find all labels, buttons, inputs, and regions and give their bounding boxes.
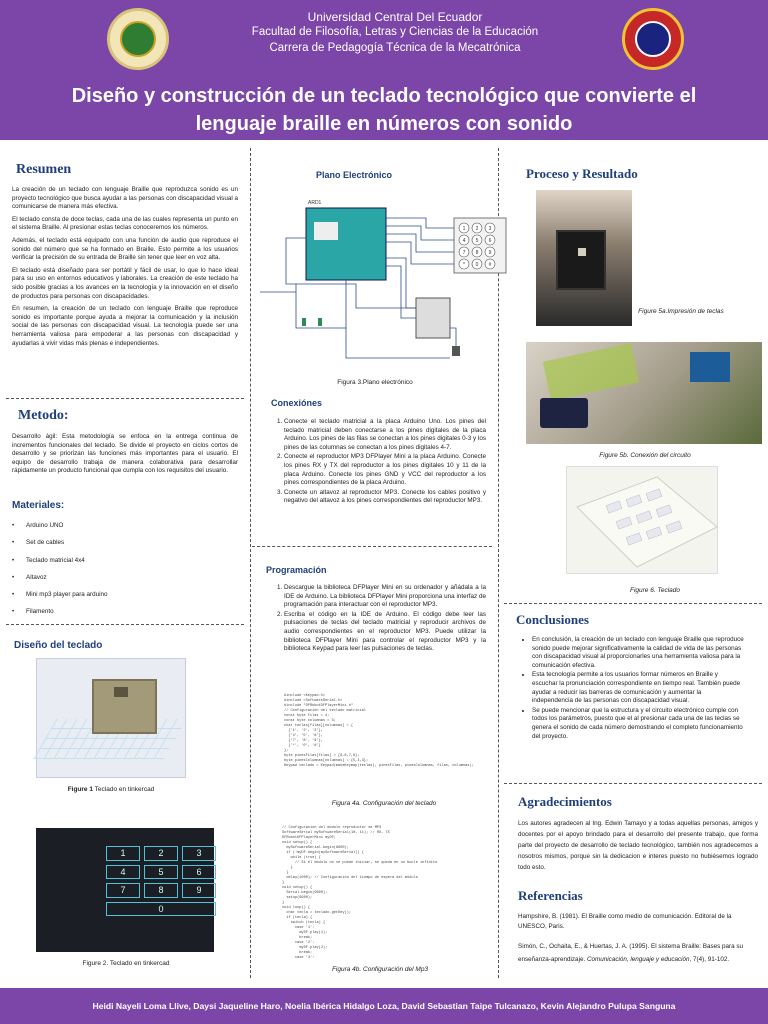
career-name: Carrera de Pedagogía Técnica de la Mecatrónica	[269, 42, 521, 54]
keyboard-render-svg	[567, 467, 719, 575]
code-line: // Si el módulo no se puede iniciar, se queda en un bucle infinito	[282, 861, 438, 865]
arduino-photo	[690, 352, 730, 382]
keypad-key: 3	[182, 846, 216, 861]
code-line: }	[282, 901, 285, 905]
code-line: #include <Keypad.h>	[284, 694, 325, 698]
code-line: delay(1000); // Configuración del tiempo de espera del módulo	[282, 876, 418, 880]
schematic-key: 9	[488, 250, 492, 256]
code-line: char teclas[filas][columnas] = {	[284, 724, 354, 728]
programacion-heading: Programación	[266, 565, 327, 575]
resumen-paragraph: En resumen, la creación de un teclado con lenguaje Braille que reproduce sonido es importante porque ayuda a mejorar la comunicación y la inclusión social de las personas con discapacidad visual. La tecnología puede ser una herramienta valiosa para empoderar a las personas con discapacidad y ayudarlas a vivir vidas más plenas e independientes.	[12, 305, 238, 347]
code-line: DFRobotDFPlayerMini myDF;	[282, 836, 336, 840]
keypad-key: 8	[144, 883, 178, 898]
list-item: • Teclado matricial 4x4	[12, 557, 212, 574]
list-item: • Mini mp3 player para arduino	[12, 591, 212, 608]
list-item: 3. Conecte un altavoz al reproductor MP3. Conecte los cables positivo y negativo del altavoz a los pines correspondientes del reproductor MP3.	[284, 489, 486, 506]
printing-photo	[536, 190, 632, 326]
figure-1-label: Figure 1	[67, 786, 93, 793]
tinkercad-keypad-figure	[36, 828, 214, 952]
list-item: • Se puede mencionar que la estructura y el circuito electrónico cumple con todos los parámetros, puesto que el al presionar cada una de las teclas se genera el sonido de cada número demostrando el completo funcionamiento del proyecto.	[532, 707, 744, 741]
title-line-1: Diseño y construcción de un teclado tecnológico que convierte el	[71, 85, 697, 107]
code-line: {'7', '8', '9'},	[284, 739, 323, 743]
schematic-key: #	[488, 262, 492, 268]
reference-text: Simón, C., Ochaita, E., & Huertas, J. A. (1995). El sistema Braille: Bases para su enseñanza-aprendizaje.	[518, 943, 744, 963]
keypad-key: 6	[182, 865, 216, 880]
code-line: {'*', '0', '#'}	[284, 744, 321, 748]
conclusiones-list	[522, 636, 744, 742]
plano-heading: Plano Electrónico	[316, 170, 393, 180]
keypad-key: 4	[106, 865, 140, 880]
resumen-paragraph: La creación de un teclado con lenguaje Braille que reproduzca sonido es un proyecto tecnológico que busca ayudar a las personas con discapacidad visual a comunicarse de manera más efectiva.	[12, 186, 238, 211]
list-item: 1. Conecte el teclado matricial a la placa Arduino Uno. Los pines del teclado matricial deben conectarse a los pines digitales de la placa Arduino. Los pines de las filas se conectan a los pines digitales 0-3 y los pines de las columnas se conectan a los pines digitales 4-7.	[284, 418, 486, 452]
keypad-key: 1	[106, 846, 140, 861]
arduino-label: ARD1	[308, 200, 322, 206]
figure-1-text: Teclado en tinkercad	[92, 786, 155, 793]
membrane-keypad	[540, 398, 588, 428]
code-figure-keypad	[280, 690, 488, 784]
code-line: case '3':	[282, 956, 315, 960]
resumen-paragraph: El teclado consta de doce teclas, cada una de las cuales representa un punto en el sistema Braille. Al presionar estas teclas conoceremos los números.	[12, 215, 238, 232]
referencias-heading: Referencias	[518, 888, 583, 903]
poster-header	[0, 0, 768, 140]
green-plate	[543, 343, 639, 401]
reference-text: Hampshire, B. (1981). El Braille como medio de comunicación. Editoral de la UNESCO, Paris.	[518, 913, 732, 930]
figure-1-caption	[36, 786, 186, 793]
section-divider	[6, 398, 244, 399]
list-item: 2. Conecte el reproductor MP3 DFPlayer Mini a la placa Arduino. Conecte los pines RX y TX del reproductor a los pines digitales 10 y 11 de la placa Arduino. Conecte los pines GND y VCC del reproductor a los pines correspondientes de la placa Arduino.	[284, 453, 486, 487]
figure-6-caption: Figure 6. Teclado	[630, 587, 680, 594]
faculty-name: Facultad de Filosofía, Letras y Ciencias de la Educación	[251, 26, 539, 38]
list-item: • En conclusión, la creación de un teclado con lenguaje Braille que reproduce sonido puede mejorar significativamente la calidad de vida de las personas con discapacidad visual al proporcionarles una herramienta valiosa para la comunicación efectiva.	[532, 636, 744, 670]
materiales-heading: Materiales:	[12, 500, 65, 511]
list-item: • Set de cables	[12, 539, 212, 556]
schematic-key: 3	[488, 226, 492, 232]
schematic-key: *	[463, 262, 465, 268]
code-line: // Configuración del módulo reproductor de MP3	[282, 826, 382, 830]
diseno-heading: Diseño del teclado	[14, 640, 103, 651]
code-line: {'1', '2', '3'},	[284, 729, 323, 733]
keyboard-case-model	[92, 679, 157, 734]
code-line: while (true) {	[282, 856, 321, 860]
code-line: char tecla = teclado.getKey();	[282, 911, 352, 915]
list-item: 1. Descargue la biblioteca DFPlayer Mini en su ordenador y añádala a la IDE de Arduino. La biblioteca DFPlayer Mini proporciona una interfaz de programación para interactuar con el reproductor MP3.	[284, 584, 486, 610]
code-line: break;	[282, 936, 313, 940]
keyboard-base	[577, 477, 717, 567]
code-line: setup(9600);	[282, 896, 313, 900]
keypad-grid	[106, 846, 216, 916]
speaker-component	[452, 346, 460, 356]
section-divider	[252, 546, 492, 547]
code-line: if (!myDF.begin(mySoftwareSerial)) {	[282, 851, 364, 855]
code-line: const byte columnas = 3;	[284, 719, 336, 723]
list-item: 2. Escriba el código en la IDE de Arduino. El código debe leer las pulsaciones de teclas del teclado matricial y reproducir archivos de audio correspondientes en el reproductor MP3. Puede utilizar la biblioteca DFPlayer Mini para controlar el reproductor MP3 y la biblioteca Keypad para leer las pulsaciones de teclas.	[284, 611, 486, 654]
code-line: #include "DFRobotDFPlayerMini.h"	[284, 704, 354, 708]
column-divider	[250, 148, 251, 978]
agradecimientos-body: Los autores agradecen al Ing. Edwin Tamayo y a todas aquellas personas, amigos y docentes por el apoyo brindado para el desarrollo del presente trabajo, que forma parte del proyecto de desarrollo de teclado tecnológico, también nos agradecemos a nosotros mismos, porque sin la dedicacion e interes puesto no hubiésemos logrado todo esto.	[518, 820, 758, 871]
authors-footer: Heidi Nayeli Loma Llive, Daysi Jaqueline Haro, Noelia Ibérica Hidalgo Loza, David Sebastian Taipe Tulcanazo, Kevin Alejandro Pulupa Sanguna	[0, 988, 768, 1024]
code-line: };	[284, 749, 289, 753]
reference-text: , 7(4), 91-102.	[689, 956, 730, 963]
code-line: mySoftwareSerial.begin(9600);	[282, 846, 349, 850]
section-divider	[504, 603, 762, 604]
figure-5b-caption: Figure 5b. Conexión del circuito	[599, 452, 691, 459]
code-line: void setup() {	[282, 886, 313, 890]
code-line: SoftwareSerial mySoftwareSerial(10, 11); // RX, TX	[282, 831, 390, 835]
list-item: • Filamento	[12, 608, 212, 625]
university-name: Universidad Central Del Ecuador	[307, 10, 483, 24]
code-line: Keypad teclado = Keypad(makeKeymap(teclas), pinesFilas, pinesColumnas, filas, columnas);	[284, 764, 474, 768]
printer-frame	[556, 230, 606, 290]
electronic-schematic-figure	[256, 188, 490, 374]
conclusiones-heading: Conclusiones	[516, 612, 589, 627]
keypad-key: 9	[182, 883, 216, 898]
schematic-key: 7	[462, 250, 466, 256]
conexiones-list	[272, 418, 486, 507]
materiales-list	[12, 522, 212, 626]
resumen-body	[12, 186, 238, 352]
code-line: }	[282, 866, 293, 870]
figure-5a-caption: Figure 5a.Impresión de teclas	[638, 308, 724, 315]
schematic-key: 0	[475, 262, 479, 268]
reference-journal: Comunicación, lenguaje y educación	[586, 956, 690, 963]
university-logo	[107, 8, 169, 70]
schematic-key: 6	[488, 238, 492, 244]
code-line: myDF.play(2);	[282, 946, 328, 950]
keypad-key: 0	[106, 902, 216, 917]
figure-4b-caption: Figura 4b. Configuración del Mp3	[331, 966, 429, 973]
keyboard-render	[566, 466, 718, 574]
resumen-paragraph: Además, el teclado está equipado con una función de audio que reproduce el sonido del número que se ha formado en Braille. Esto permite a los usuarios verificar la precisión de su entrada de Braille sin tener que leer en voz alta.	[12, 236, 238, 262]
code-line: void loop() {	[282, 906, 311, 910]
printed-part	[578, 248, 586, 256]
resumen-heading: Resumen	[16, 162, 72, 177]
arduino-board	[306, 208, 386, 280]
keypad-key: 5	[144, 865, 178, 880]
figure-4a-caption: Figura 4a. Configuración del teclado	[331, 800, 437, 807]
list-item: • Altavoz	[12, 574, 212, 591]
tinkercad-3d-figure	[36, 658, 186, 778]
code-line: byte pinesColumnas[columnas] = {5,4,3};	[284, 759, 369, 763]
schematic-svg	[256, 188, 490, 374]
mp3-module	[416, 298, 450, 338]
circuit-photo	[526, 342, 762, 444]
schematic-key: 4	[462, 238, 466, 244]
code-line: byte pinesFilas[filas] = {9,8,7,6};	[284, 754, 360, 758]
agradecimientos-heading: Agradecimientos	[518, 794, 612, 809]
section-divider	[504, 783, 762, 784]
code-figure-mp3	[278, 822, 438, 962]
metodo-heading: Metodo:	[18, 408, 69, 423]
conexiones-heading: Conexiónes	[271, 398, 323, 408]
keypad-key: 7	[106, 883, 140, 898]
title-line-2: lenguaje braille en números con sonido	[195, 113, 573, 135]
reference-1	[518, 912, 758, 932]
figure-3-caption: Figura 3.Plano electrónico	[337, 379, 413, 386]
code-line: }	[282, 871, 289, 875]
proceso-heading: Proceso y Resultado	[526, 166, 638, 181]
figure-2-caption: Figure 2. Teclado en tinkercad	[82, 960, 170, 967]
programacion-list	[272, 584, 486, 655]
code-line: break;	[282, 951, 313, 955]
resumen-paragraph: El teclado está diseñado para ser portátil y fácil de usar, lo que lo hace ideal para su uso en entornos educativos y laborales. La creación de este teclado ha sido posible gracias a los avances en la tecnología y la innovación en el diseño de productos para personas con discapacidades.	[12, 266, 238, 300]
code-line: switch (tecla) {	[282, 921, 326, 925]
code-line: Serial.begin(9600);	[282, 891, 328, 895]
code-line: case '1':	[282, 926, 315, 930]
code-line: #include <SoftwareSerial.h>	[284, 699, 343, 703]
keypad-key: 2	[144, 846, 178, 861]
code-line: if (tecla) {	[282, 916, 313, 920]
list-item: • Arduino UNO	[12, 522, 212, 539]
reference-2	[518, 940, 758, 966]
list-item: • Esta tecnología permite a los usuarios formar números en Braille y escuchar la pronunciación correspondiente en tiempo real. También puede ayudar a reducir las barreras de comunicación y aumentar la independencia de las personas con discapacidad visual.	[532, 671, 744, 705]
schematic-key: 2	[475, 226, 479, 232]
code-line: void setup() {	[282, 841, 313, 845]
schematic-key: 1	[462, 226, 466, 232]
passive-components	[302, 318, 322, 326]
arduino-chip	[314, 222, 338, 240]
code-line: {'4', '5', '6'},	[284, 734, 323, 738]
schematic-key: 8	[475, 250, 479, 256]
metodo-body: Desarrollo ágil: Esta metodología se enfoca en la entrega continua de incrementos funcionales del teclado. Se divide el proyecto en ciclos cortos de desarrollo y se priorizan las funciones más importantes para el usuario. El equipo de desarrollo trabaja de manera colaborativa para desarrollar rápidamente un producto funcional que cumpla con los requisitos del usuario.	[12, 433, 238, 475]
schematic-key: 5	[475, 238, 479, 244]
code-line: }	[282, 881, 285, 885]
code-line: const byte filas = 4;	[284, 714, 330, 718]
poster-title	[30, 82, 738, 138]
code-line: myDF.play(1);	[282, 931, 328, 935]
code-line: // Configuración del teclado matricial	[284, 709, 366, 713]
career-logo	[622, 8, 684, 70]
code-line: case '2':	[282, 941, 315, 945]
